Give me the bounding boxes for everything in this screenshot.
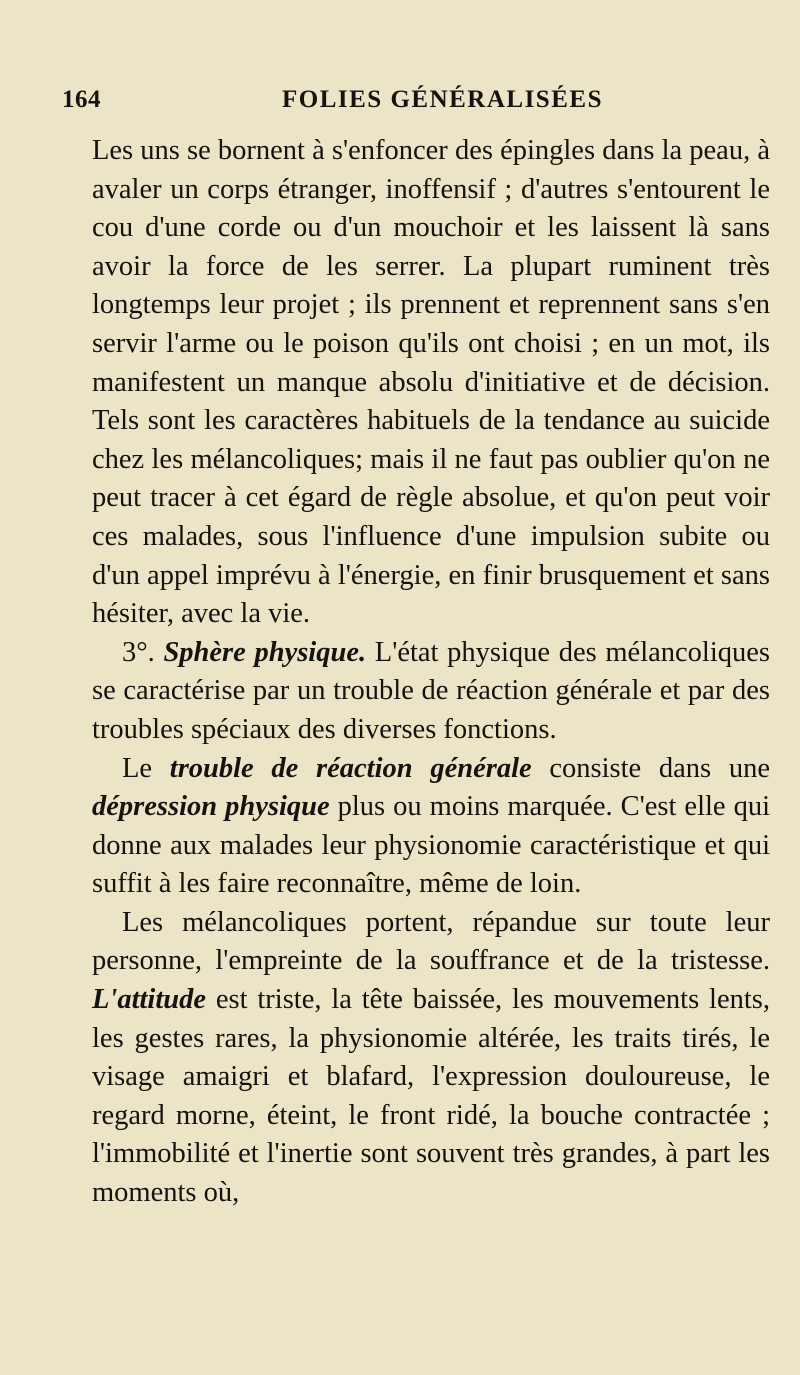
paragraph (92, 904, 770, 1213)
text-run: L'état physique des mélancoliques se caractérise par un trouble de réaction générale et par des troubles spéciaux des diverses fonctions. (92, 636, 770, 745)
italic-text-run: L'attitude (92, 984, 206, 1016)
paragraph (92, 750, 770, 904)
text-run: 3°. (122, 636, 164, 668)
page-number: 164 (62, 86, 101, 113)
paragraph (92, 132, 770, 634)
text-run: Les mélancoliques portent, répandue sur toute leur personne, l'empreinte de la souffrance et de la tristesse. (92, 906, 770, 977)
text-run: Les uns se bornent à s'enfoncer des épingles dans la peau, à avaler un corps étranger, inoffensif ; d'autres s'entourent le cou d'une corde ou d'un mouchoir et les laissent là sans avoir la force de les serrer. La plupart ruminent très longtemps leur projet ; ils prennent et reprennent sans s'en servir l'arme ou le poison qu'ils ont choisi ; en un mot, ils manifestent un manque absolu d'initiative et de décision. Tels sont les caractères habituels de la tendance au suicide chez les mélancoliques; mais il ne faut pas oublier qu'on ne peut tracer à cet égard de règle absolue, et qu'on peut voir ces malades, sous l'influence d'une impulsion subite ou d'un appel imprévu à l'énergie, en finir brusquement et sans hésiter, avec la vie. (92, 135, 770, 630)
text-run: plus ou moins marquée. C'est elle qui donne aux malades leur physionomie caractéristique et qui suffit à les faire reconnaître, même de loin. (92, 791, 770, 900)
text-run: est triste, la tête baissée, les mouvements lents, les gestes rares, la physionomie altérée, les traits tirés, le visage amaigri et blafard, l'expression douloureuse, le regard morne, éteint, le front ridé, la bouche contractée ; l'immobilité et l'inertie sont souvent très grandes, à part les moments où, (92, 984, 770, 1209)
body-text (92, 132, 770, 1213)
text-run: consiste dans une (531, 752, 770, 784)
italic-text-run: trouble de réaction générale (169, 752, 532, 784)
italic-text-run: Sphère physique. (163, 636, 367, 668)
paragraph (92, 634, 770, 750)
running-head: FOLIES GÉNÉRALISÉES (282, 86, 603, 113)
italic-text-run: dépression physique (92, 791, 330, 823)
page-header (62, 86, 742, 126)
text-run: Le (122, 752, 170, 784)
